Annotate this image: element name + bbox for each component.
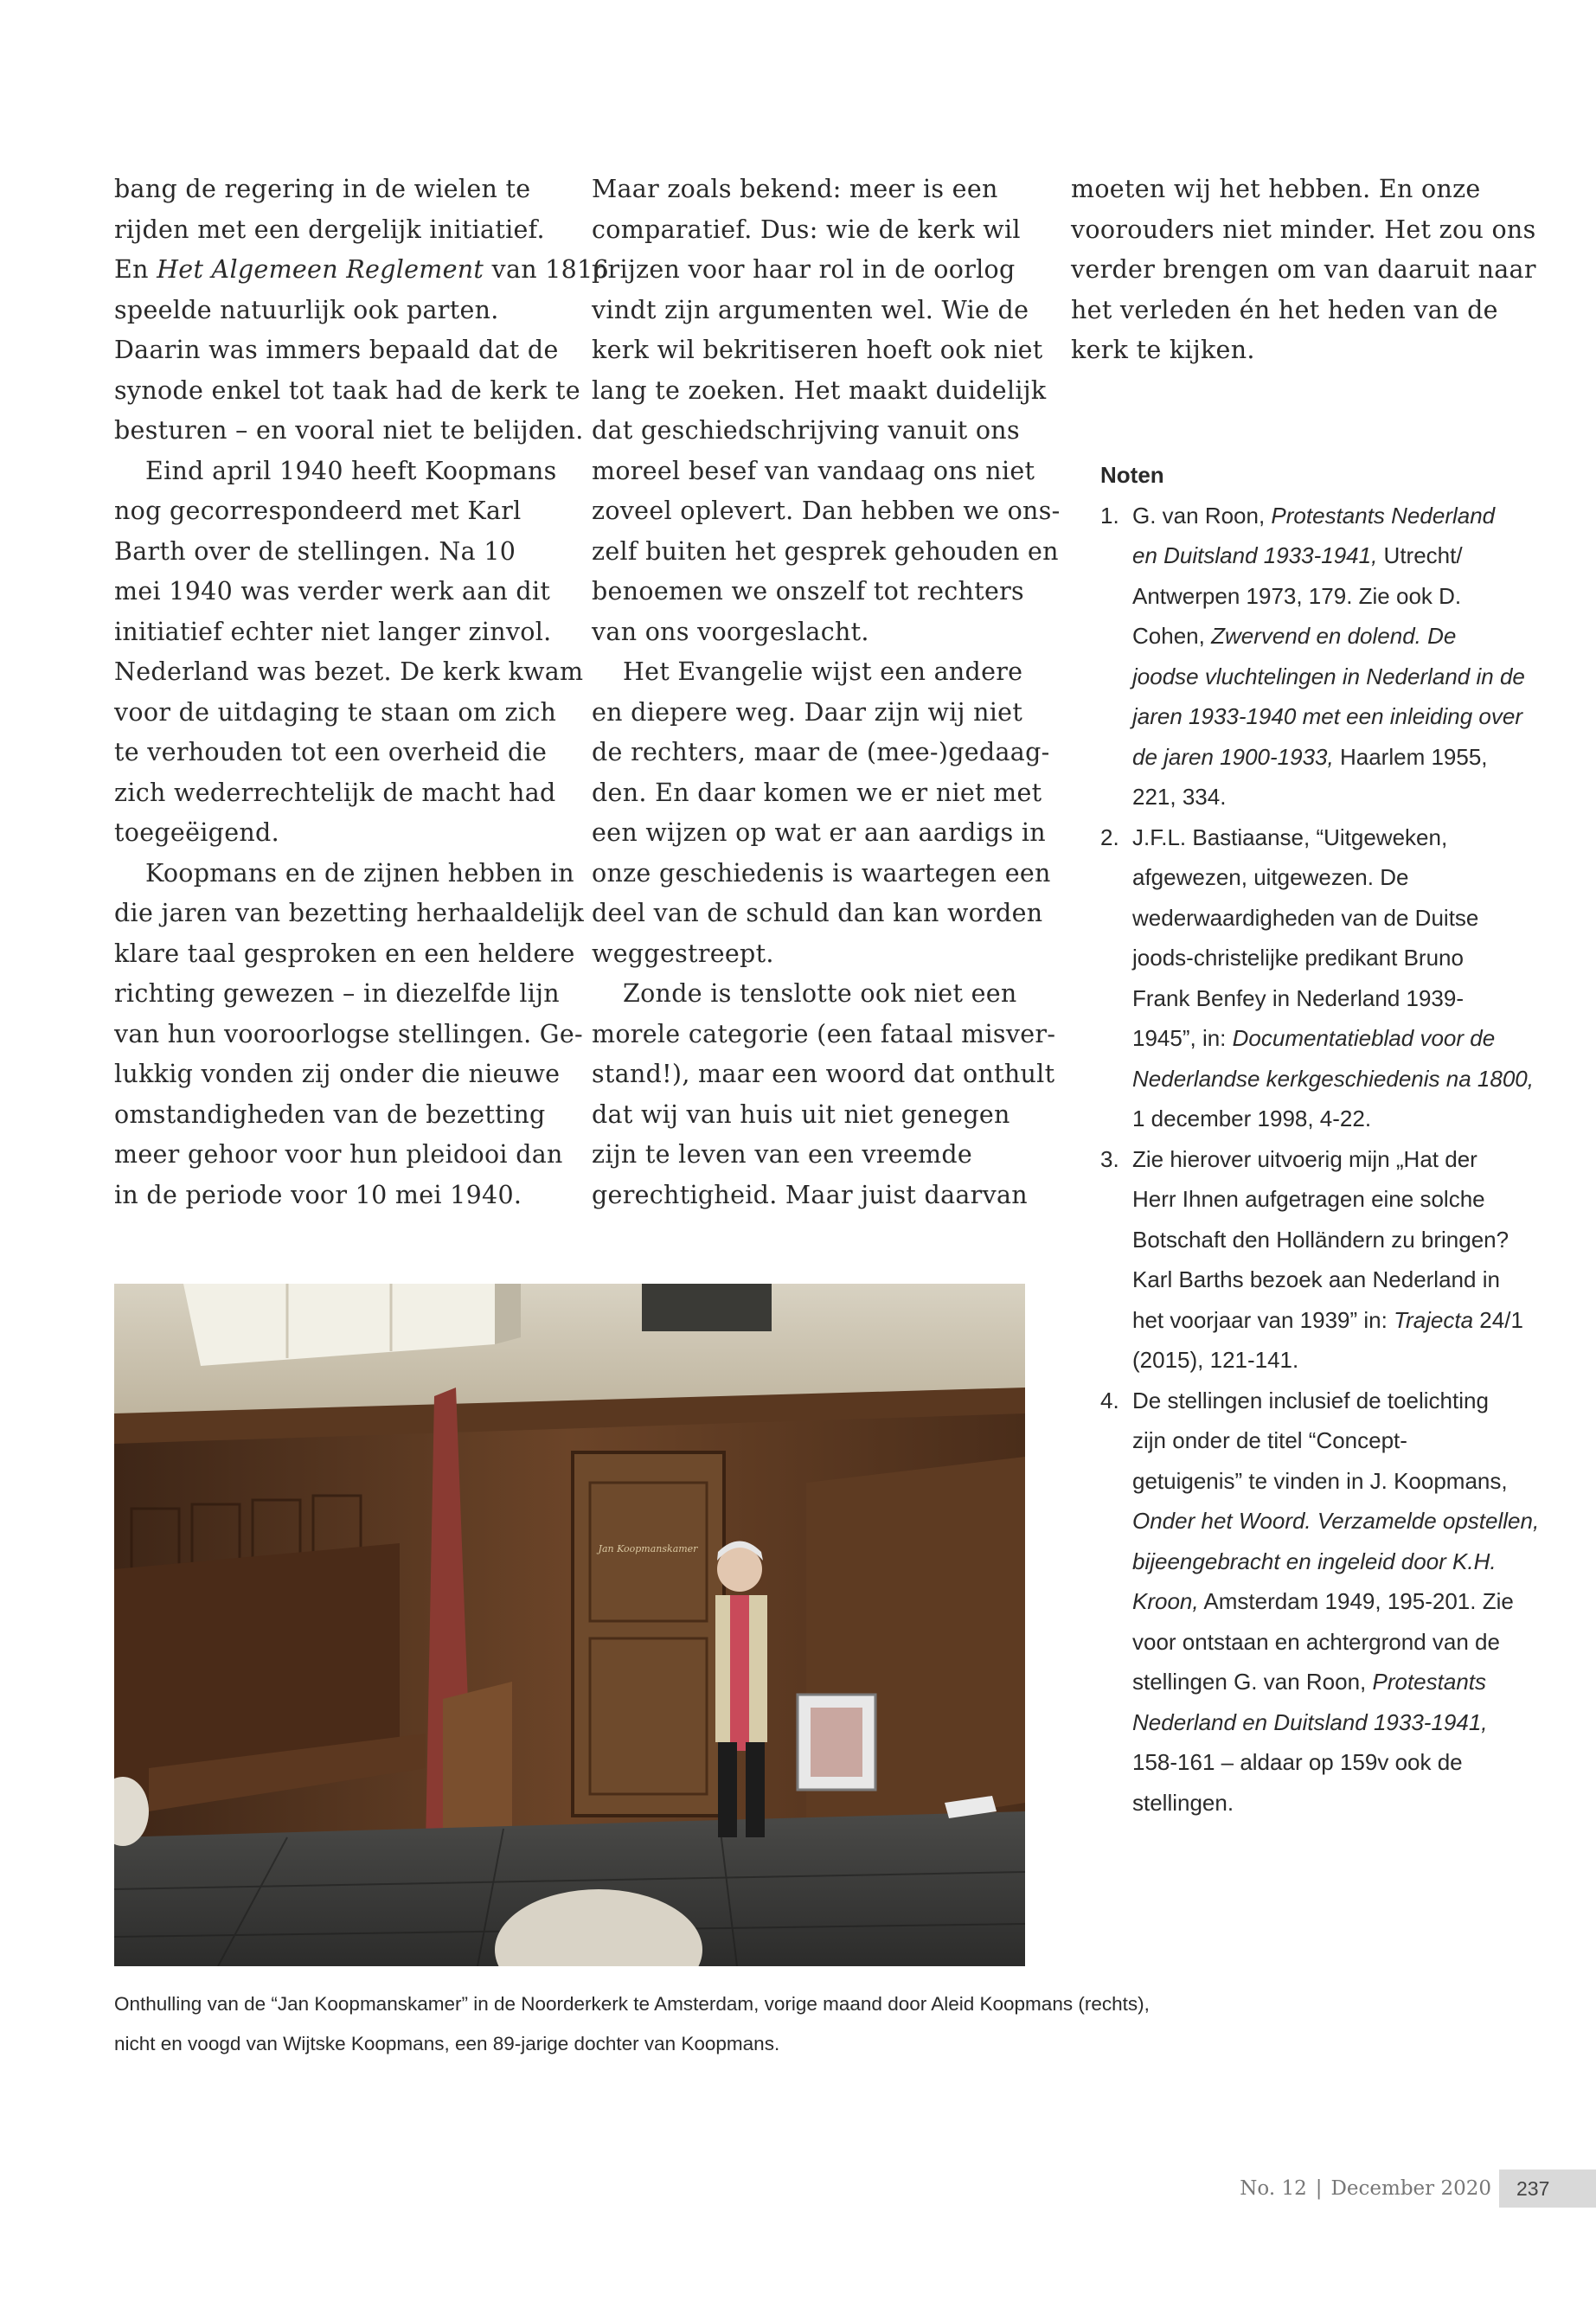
text-line: onze geschiedenis is waartegen een [592,858,1051,888]
italic-title: en Duitsland 1933-1941, [1132,542,1378,568]
text-line: Barth over de stellingen. Na 10 [114,536,516,566]
text-line: stand!), maar een woord dat onthult [592,1060,1055,1088]
text-line: morele categorie (een fataal misver- [592,1019,1056,1048]
italic-title: Protestants [1372,1669,1487,1695]
text-line: nog gecorrespondeerd met Karl [114,497,522,525]
text-line: getuigenis” te vinden in J. Koopmans, [1132,1467,1508,1494]
text-line: bijeengebracht en ingeleid door K.H. [1132,1548,1497,1574]
text-line: lang te zoeken. Het maakt duidelijk [592,375,1047,405]
text-line: voor de uitdaging te staan om zich [114,697,557,727]
text-line: het verleden én het heden van de [1071,295,1498,324]
text-fragment: Haarlem 1955, [1333,743,1488,770]
text-line: de rechters, maar de (mee-)gedaag- [592,738,1050,766]
text-line [1132,1662,1516,1702]
text-line: toegeëigend. [114,818,279,847]
text-line: Antwerpen 1973, 179. Zie ook D. [1132,582,1462,609]
paragraph [114,452,584,854]
text-column-3 [1071,170,1538,371]
italic-title: Documentatieblad voor de [1232,1025,1496,1051]
text-line: Frank Benfey in Nederland 1939- [1132,984,1465,1011]
text-line: wederwaardigheden van de Duitse [1132,904,1479,931]
footnote-1 [1100,496,1525,817]
text-line: en diepere weg. Daar zijn wij niet [592,697,1023,727]
paragraph [592,652,1051,974]
text-line: J.F.L. Bastiaanse, “Uitgeweken, [1132,824,1448,850]
text-line [1132,1581,1516,1622]
text-line: Daarin was immers bepaald dat de [114,336,559,364]
italic-title: Het Algemeen Reglement [157,255,484,284]
text-line: afgewezen, uitgewezen. De [1132,864,1409,890]
text-fragment: Cohen, [1132,623,1212,649]
text-line: mei 1940 was verder werk aan dit [114,577,551,606]
text-line: dat wij van huis uit niet genegen [592,1099,1010,1129]
footer-issue-info [1240,2170,1491,2208]
text-line: zich wederrechtelijk de macht had [114,778,556,807]
text-line: voor ontstaan en achtergrond van de [1132,1628,1500,1655]
text-line [1132,496,1516,536]
text-line: vindt zijn argumenten wel. Wie de [592,295,1029,324]
text-line: prijzen voor haar rol in de oorlog [592,255,1016,284]
text-line: Zonde is tenslotte ook niet een [623,979,1017,1008]
text-line: verder brengen om van daaruit naar [1071,255,1536,284]
text-line: synode enkel tot taak had de kerk te [114,375,580,405]
text-line: kerk te kijken. [1071,336,1255,364]
text-line: De stellingen inclusief de toelichting [1132,1387,1489,1413]
issue-number: No. 12 [1240,2177,1307,2200]
text-line [1132,737,1516,778]
text-line: van hun vooroorlogse stellingen. Ge- [114,1019,583,1048]
text-fragment: 1945”, in: [1132,1025,1233,1051]
text-line: Nederlandse kerkgeschiedenis na 1800, [1132,1065,1534,1092]
text-line: Zie hierover uitvoerig mijn „Hat der [1132,1145,1477,1172]
text-line: Nederland en Duitsland 1933-1941, [1132,1708,1488,1735]
italic-title: Zwervend en dolend. De [1211,623,1457,649]
text-fragment: Utrecht/ [1377,542,1463,568]
text-line: besturen – en vooral niet te belijden. [114,416,584,445]
text-line: richting gewezen – in diezelfde lijn [114,979,560,1008]
italic-title: Trajecta [1394,1306,1474,1333]
caption-line: nicht en voogd van Wijtske Koopmans, een 89-jarige dochter van Koopmans. [114,2033,780,2054]
text-line: deel van de schuld dan kan worden [592,899,1043,927]
text-line: kerk wil bekritiseren hoeft ook niet [592,336,1043,364]
text-line: meer gehoor voor hun pleidooi dan [114,1140,563,1169]
text-line: klare taal gesproken en een heldere [114,939,575,968]
text-line: gerechtigheid. Maar juist daarvan [592,1180,1028,1209]
text-line: Eind april 1940 heeft Koopmans [145,456,557,485]
text-fragment: stellingen G. van Roon, [1132,1669,1373,1695]
text-line: joods-christelijke predikant Bruno [1132,945,1464,971]
text-line: Koopmans en de zijnen hebben in [145,858,574,888]
text-line: zijn te leven van een vreemde [592,1140,973,1169]
footnote-3 [1100,1139,1523,1381]
text-line: dat geschiedschrijving vanuit ons [592,416,1020,445]
paragraph [592,170,1061,652]
text-line: lukkig vonden zij onder die nieuwe [114,1060,561,1088]
text-line: joodse vluchtelingen in Nederland in de [1132,663,1525,689]
text-line: (2015), 121-141. [1132,1347,1299,1373]
notes-title: Noten [1100,462,1164,488]
text-column-1 [114,170,609,1215]
issue-date: December 2020 [1330,2177,1491,2200]
italic-title: Protestants Nederland [1271,502,1496,529]
text-line: Onder het Woord. Verzamelde opstellen, [1132,1508,1540,1534]
paragraph [114,854,585,1216]
text-line [114,250,609,291]
italic-title: Kroon, [1132,1588,1199,1614]
text-line: te verhouden tot een overheid die [114,738,548,766]
text-line: Het Evangelie wijst een andere [623,657,1023,686]
footnote-number: 4. [1100,1387,1119,1413]
paragraph [592,974,1056,1215]
text-line: zoveel oplevert. Dan hebben we ons- [592,497,1061,525]
text-line: initiatief echter niet langer zinvol. [114,617,552,646]
door-sign: Jan Koopmanskamer [598,1543,698,1554]
text-line: zijn onder de titel “Concept- [1132,1427,1407,1453]
footnote-number: 2. [1100,824,1119,850]
text-line: 158-161 – aldaar op 159v ook de [1132,1749,1463,1775]
text-line: een wijzen op wat er aan aardigs in [592,818,1046,847]
text-fragment: G. van Roon, [1132,502,1272,529]
text-line: die jaren van bezetting herhaaldelijk [114,899,585,927]
text-line: voorouders niet minder. Het zou ons [1071,215,1536,244]
text-line: bang de regering in de wielen te [114,175,531,203]
italic-title: de jaren 1900-1933, [1132,743,1334,770]
footnote-number: 3. [1100,1145,1119,1172]
footer-separator: | [1315,2177,1323,2200]
text-line: omstandigheden van de bezetting [114,1099,546,1129]
photo-illustration [114,1284,1025,1966]
notes-section [1100,455,1540,1823]
page-number: 237 [1499,2170,1596,2208]
text-line: jaren 1933-1940 met een inleiding over [1132,703,1522,729]
text-line: zelf buiten het gesprek gehouden en [592,536,1059,566]
text-line: rijden met een dergelijk initiatief. [114,215,545,244]
text-column-2 [592,170,1061,1215]
text-line: in de periode voor 10 mei 1940. [114,1180,522,1209]
text-line: den. En daar komen we er niet met [592,778,1042,807]
text-line: Herr Ihnen aufgetragen eine solche [1132,1186,1485,1212]
text-line [1132,535,1516,576]
paragraph [114,170,609,452]
text-fragment: En [114,255,157,284]
text-line: 1 december 1998, 4-22. [1132,1106,1372,1131]
text-fragment: van 1816 [484,255,609,284]
text-line [1132,1300,1523,1341]
text-line: comparatief. Dus: wie de kerk wil [592,215,1021,244]
paragraph [1071,170,1538,371]
text-fragment: Amsterdam 1949, 195-201. Zie [1198,1588,1514,1614]
text-line: 221, 334. [1132,784,1227,810]
text-line: speelde natuurlijk ook parten. [114,295,499,324]
church-room-photo [114,1284,1025,1966]
footnote-2 [1100,817,1534,1139]
text-line: Botschaft den Holländern zu bringen? [1132,1226,1509,1253]
footnote-number: 1. [1100,502,1119,529]
text-line: moeten wij het hebben. En onze [1071,175,1481,203]
text-line: Nederland was bezet. De kerk kwam [114,657,584,686]
caption-line: Onthulling van de “Jan Koopmanskamer” in de Noorderkerk te Amsterdam, vorige maand door Aleid Koopmans (rechts), [114,1993,1150,2015]
text-line: Karl Barths bezoek aan Nederland in [1132,1266,1500,1292]
footnote-4 [1100,1381,1540,1823]
text-fragment: 24/1 [1473,1306,1523,1333]
text-line: Maar zoals bekend: meer is een [592,175,998,203]
text-line [1132,616,1516,657]
text-line [1132,1018,1516,1059]
text-line: van ons voorgeslacht. [592,617,869,646]
text-line: stellingen. [1132,1789,1234,1816]
text-fragment: het voorjaar van 1939” in: [1132,1306,1394,1333]
text-line: benoemen we onszelf tot rechters [592,577,1024,606]
text-line: weggestreept. [592,939,774,968]
text-line: moreel besef van vandaag ons niet [592,456,1035,485]
photo-caption [114,1984,1150,2064]
